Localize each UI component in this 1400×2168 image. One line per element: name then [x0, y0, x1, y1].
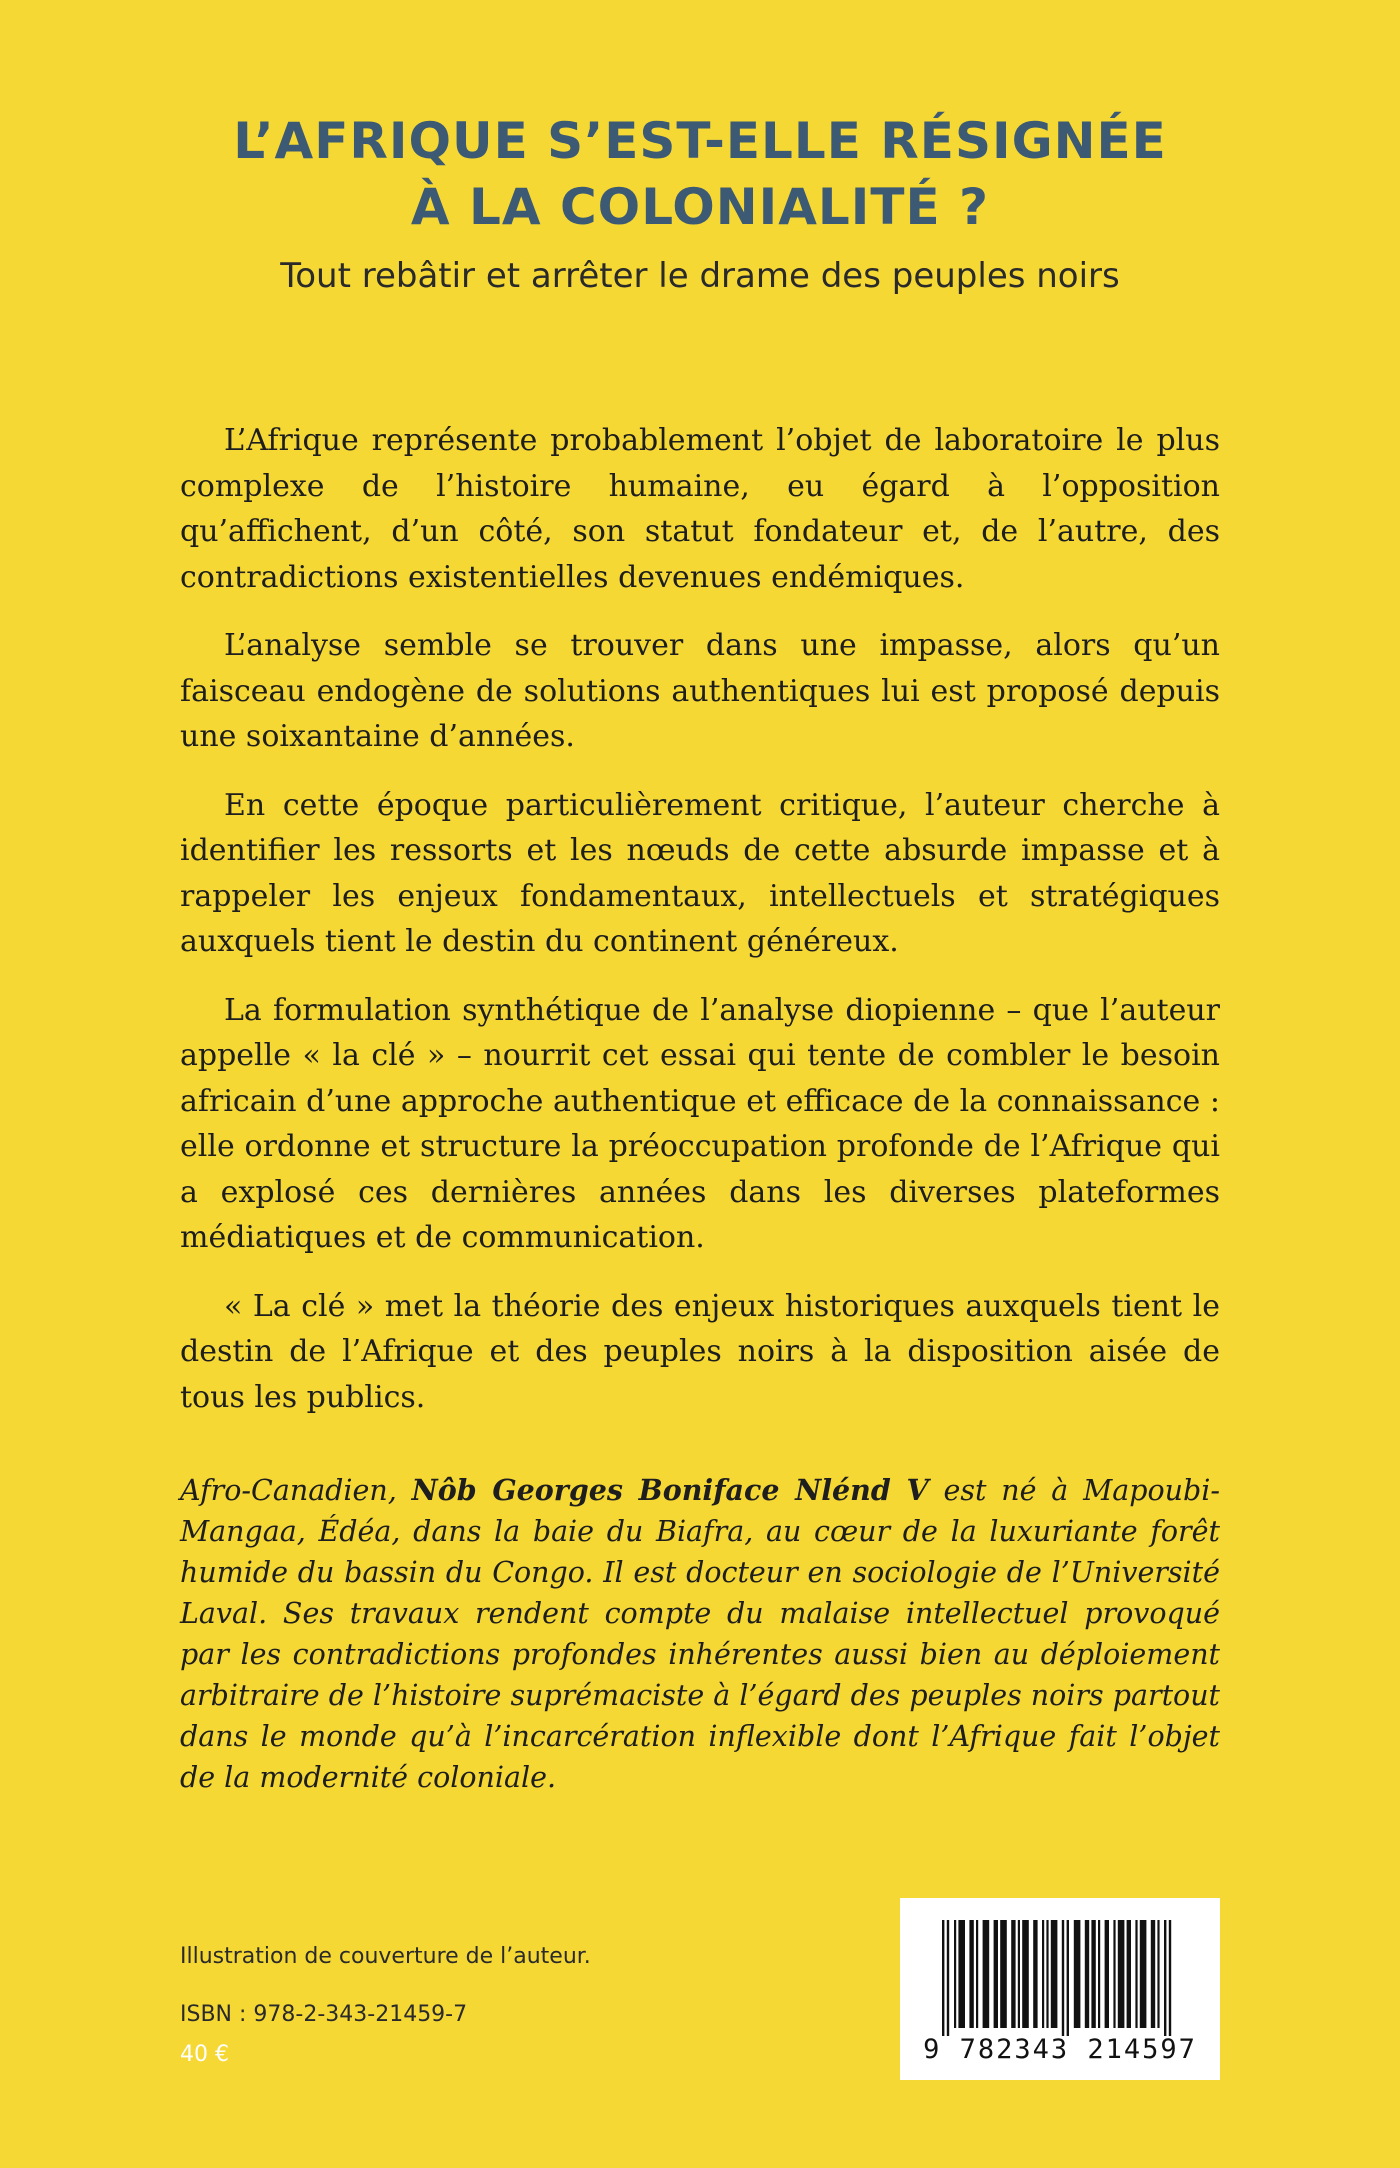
barcode	[900, 1898, 1220, 2080]
summary-paragraph: « La clé » met la théorie des enjeux historiques auxquels tient le destin de l’Afrique et des peuples noirs à la disposition aisée de tous les publics.	[180, 1288, 1220, 1415]
summary-text	[180, 418, 1220, 1443]
author-name: Nôb Georges Boniface Nlénd V	[411, 1473, 929, 1507]
bio-prefix: Afro-Canadien,	[180, 1474, 412, 1507]
summary-paragraph: La formulation synthétique de l’analyse diopienne – que l’auteur appelle « la clé » – nourrit cet essai qui tente de combler le besoin africain d’une approche authentique et efficace de la connaissance : elle ordonne et structure la préoccupation profonde de l’Afrique qui a explosé ces dernières années dans les diverses plateformes médiatiques et de communication.	[180, 992, 1220, 1255]
price-label: 40 €	[180, 2042, 229, 2067]
isbn-label: ISBN : 978-2-343-21459-7	[180, 2002, 468, 2027]
barcode-digits: 9 782343 214597	[923, 2034, 1197, 2065]
summary-paragraph: L’Afrique représente probablement l’objet de laboratoire le plus complexe de l’histoire humaine, eu égard à l’opposition qu’affichent, d’un côté, son statut fondateur et, de l’autre, des contradictions existentielles devenues endémiques.	[180, 423, 1220, 595]
title-line-2: À LA COLONIALITÉ ?	[410, 178, 990, 236]
author-bio	[180, 1470, 1220, 1798]
title-line-1: L’AFRIQUE S’EST-ELLE RÉSIGNÉE	[233, 112, 1167, 170]
summary-paragraph: L’analyse semble se trouver dans une impasse, alors qu’un faisceau endogène de solutions authentiques lui est proposé depuis une soixantaine d’années.	[180, 628, 1220, 754]
bio-text: est né à Mapoubi-Mangaa, Édéa, dans la baie du Biafra, au cœur de la luxuriante forêt humide du bassin du Congo. Il est docteur en sociologie de l’Université Laval. Ses travaux rendent compte du malaise intellectuel provoqué par les contradictions profondes inhérentes aussi bien au déploiement arbitraire de l’histoire suprémaciste à l’égard des peuples noirs partout dans le monde qu’à l’incarcération inflexible dont l’Afrique fait l’objet de la modernité coloniale.	[180, 1474, 1220, 1794]
cover-credit: Illustration de couverture de l’auteur.	[180, 1944, 591, 1969]
summary-paragraph: En cette époque particulièrement critique, l’auteur cherche à identifier les ressorts et les nœuds de cette absurde impasse et à rappeler les enjeux fondamentaux, intellectuels et stratégiques auxquels tient le destin du continent généreux.	[180, 787, 1220, 959]
book-subtitle: Tout rebâtir et arrêter le drame des peuples noirs	[280, 256, 1120, 296]
book-title	[0, 108, 1400, 240]
